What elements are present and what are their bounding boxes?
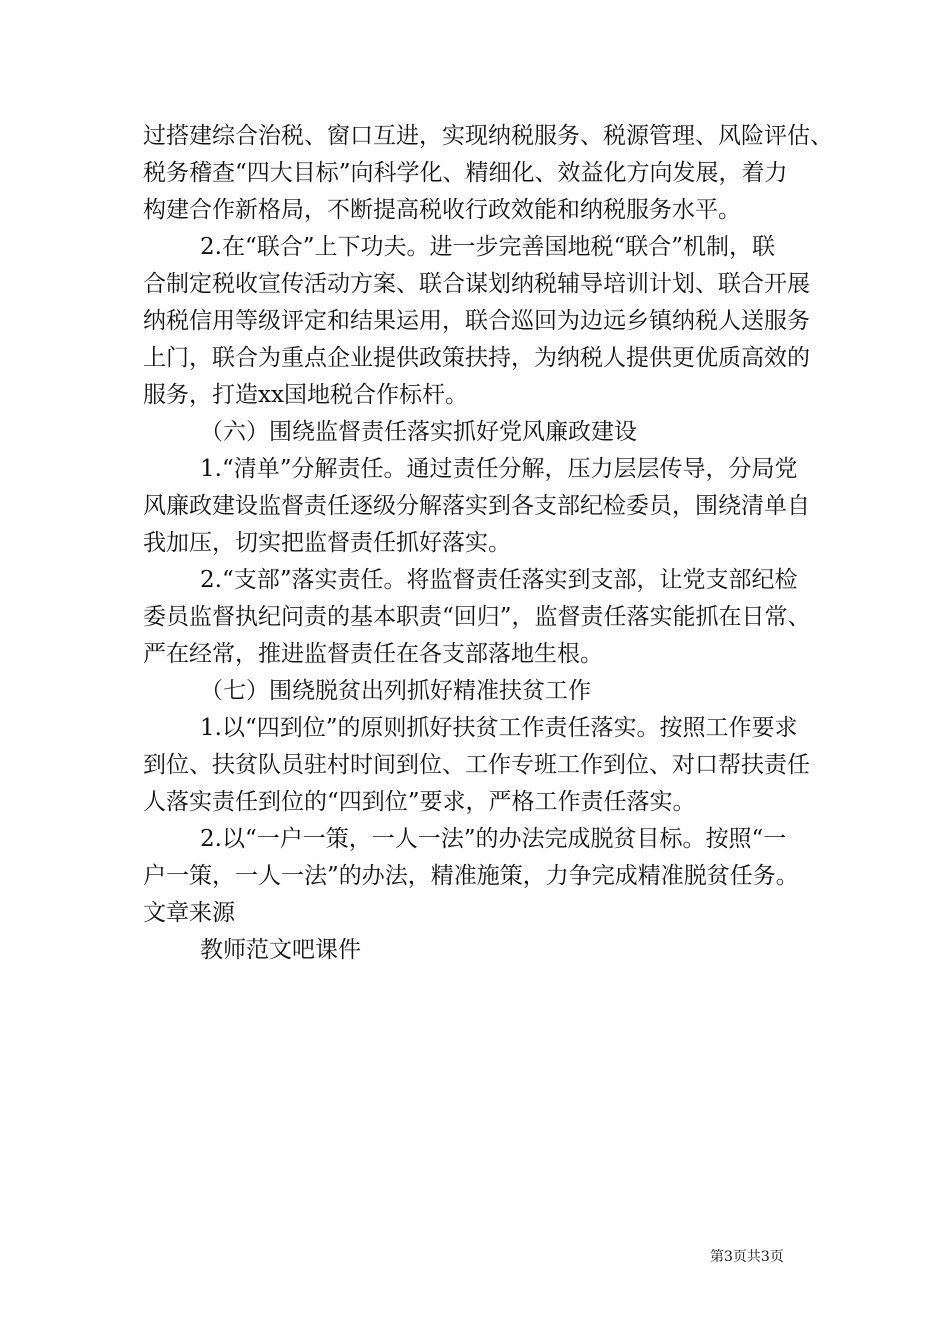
body-line: 严在经常，推进监督责任在各支部落地生根。 — [143, 641, 603, 667]
body-line: 1.以“四到位”的原则抓好扶贫工作责任落实。按照工作要求 — [200, 715, 798, 741]
body-line: 纳税信用等级评定和结果运用，联合巡回为边远乡镇纳税人送服务 — [143, 308, 810, 334]
body-line: 1.“清单”分解责任。通过责任分解，压力层层传导，分局党 — [200, 456, 798, 482]
body-line: 2.“支部”落实责任。将监督责任落实到支部，让党支部纪检 — [200, 567, 798, 593]
body-line: 我加压，切实把监督责任抓好落实。 — [143, 530, 511, 556]
body-line: 到位、扶贫队员驻村时间到位、工作专班工作到位、对口帮扶责任 — [143, 752, 810, 778]
body-line: 构建合作新格局，不断提高税收行政效能和纳税服务水平。 — [143, 197, 741, 223]
body-line: 人落实责任到位的“四到位”要求，严格工作责任落实。 — [143, 789, 696, 815]
source-text: 教师范文吧课件 — [200, 937, 361, 963]
body-line: 服务，打造xx国地税合作标杆。 — [143, 382, 468, 408]
body-line: 委员监督执纪问责的基本职责“回归”，监督责任落实能抓在日常、 — [143, 604, 811, 630]
body-line: 税务稽查“四大目标”向科学化、精细化、效益化方向发展，着力 — [143, 160, 788, 186]
section-heading: （七）围绕脱贫出列抓好精准扶贫工作 — [200, 678, 591, 704]
body-line: 合制定税收宣传活动方案、联合谋划纳税辅导培训计划、联合开展 — [143, 271, 810, 297]
body-line: 2.以“一户一策，一人一法”的办法完成脱贫目标。按照“一 — [200, 826, 787, 852]
body-line: 上门，联合为重点企业提供政策扶持，为纳税人提供更优质高效的 — [143, 345, 810, 371]
body-line: 2.在“联合”上下功夫。进一步完善国地税“联合”机制，联 — [200, 234, 775, 260]
page-number: 第3页共3页 — [710, 1249, 784, 1265]
source-label: 文章来源 — [143, 900, 235, 926]
section-heading: （六）围绕监督责任落实抓好党风廉政建设 — [200, 419, 637, 445]
body-line: 户一策，一人一法”的办法，精准施策，力争完成精准脱贫任务。 — [143, 863, 799, 889]
body-line: 风廉政建设监督责任逐级分解落实到各支部纪检委员，围绕清单自 — [143, 493, 810, 519]
body-line: 过搭建综合治税、窗口互进，实现纳税服务、税源管理、风险评估、 — [143, 123, 833, 149]
